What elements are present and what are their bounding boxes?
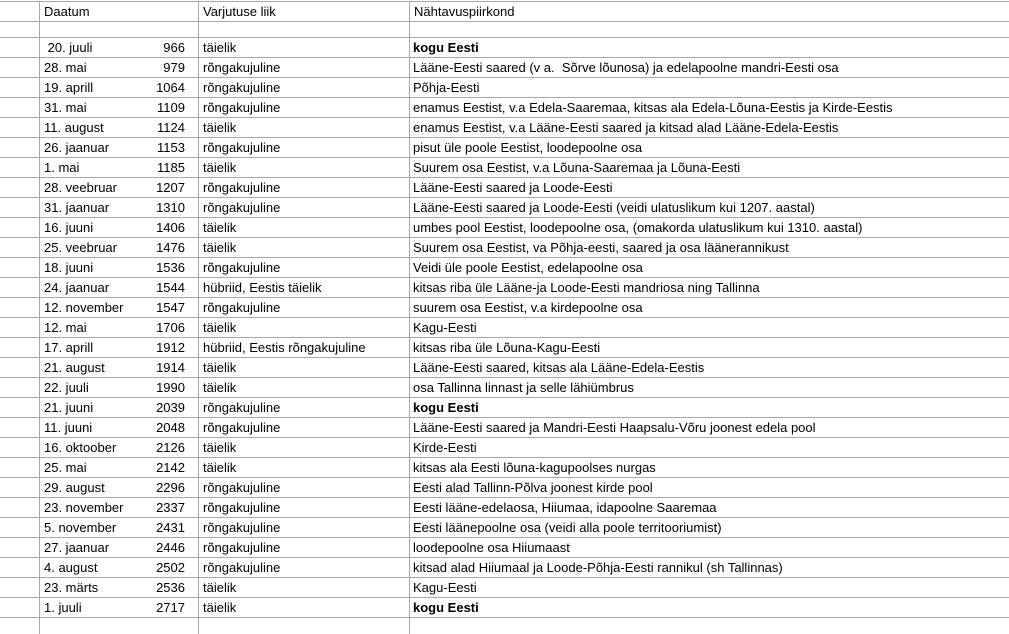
table-row [0, 218, 1009, 238]
date-value: 31. jaanuar [44, 200, 110, 215]
visibility-region-cell[interactable]: enamus Eestist, v.a Lääne-Eesti saared ja kitsad alad Lääne-Edela-Eestis [410, 118, 1009, 138]
row-header-cell[interactable] [0, 278, 40, 298]
year-value: 1310 [156, 200, 185, 215]
visibility-region-cell[interactable]: Lääne-Eesti saared (v a. Sõrve lõunosa) ja edelapoolne mandri-Eesti osa [410, 58, 1009, 78]
table-row [0, 298, 1009, 318]
row-header-cell[interactable] [0, 318, 40, 338]
table-row [0, 58, 1009, 78]
date-cell[interactable] [40, 158, 199, 178]
year-value: 1109 [157, 100, 185, 115]
date-cell[interactable] [40, 378, 199, 398]
table-row [0, 338, 1009, 358]
year-value: 1547 [156, 300, 185, 315]
year-value: 1544 [156, 280, 185, 295]
table-row [0, 398, 1009, 418]
empty-cell[interactable] [40, 22, 199, 38]
eclipse-type-cell[interactable]: rõngakujuline [199, 78, 410, 98]
visibility-region-cell[interactable]: Lääne-Eesti saared ja Loode-Eesti (veidi ulatuslikum kui 1207. aastal) [410, 198, 1009, 218]
year-value: 966 [163, 40, 185, 55]
row-header-cell[interactable] [0, 158, 40, 178]
table-row [0, 118, 1009, 138]
visibility-region-cell[interactable]: kitsas riba üle Lääne-ja Loode-Eesti mandriosa ning Tallinna [410, 278, 1009, 298]
table-row [0, 518, 1009, 538]
visibility-region-cell[interactable]: Kirde-Eesti [410, 438, 1009, 458]
date-value: 22. juuli [44, 380, 89, 395]
date-value: 27. jaanuar [44, 540, 110, 555]
eclipse-type-cell[interactable]: täielik [199, 438, 410, 458]
row-header-cell[interactable] [0, 138, 40, 158]
eclipse-type-cell[interactable]: rõngakujuline [199, 418, 410, 438]
row-header-cell[interactable] [0, 118, 40, 138]
date-value: 19. aprill [44, 80, 94, 95]
date-cell[interactable] [40, 258, 199, 278]
table-row [0, 598, 1009, 618]
eclipse-type-cell[interactable]: rõngakujuline [199, 558, 410, 578]
date-cell[interactable] [40, 358, 199, 378]
eclipse-type-cell[interactable]: rõngakujuline [199, 178, 410, 198]
visibility-region-cell[interactable]: Lääne-Eesti saared, kitsas ala Lääne-Edela-Eestis [410, 358, 1009, 378]
date-value: 16. juuni [44, 220, 94, 235]
year-value: 2502 [156, 560, 185, 575]
visibility-region-cell[interactable]: kogu Eesti [410, 598, 1009, 618]
row-header-cell[interactable] [0, 78, 40, 98]
date-value: 28. mai [44, 60, 87, 75]
date-value: 17. aprill [44, 340, 94, 355]
date-cell[interactable] [40, 458, 199, 478]
empty-row [0, 618, 1009, 634]
date-cell[interactable] [40, 538, 199, 558]
table-row [0, 458, 1009, 478]
date-value: 11. juuni [44, 420, 93, 435]
row-header-cell[interactable] [0, 498, 40, 518]
empty-row [0, 22, 1009, 38]
row-header-cell[interactable] [0, 578, 40, 598]
row-header-cell[interactable] [0, 458, 40, 478]
date-value: 26. jaanuar [44, 140, 110, 155]
date-cell[interactable] [40, 78, 199, 98]
row-header-cell[interactable] [0, 418, 40, 438]
visibility-region-cell[interactable]: loodepoolne osa Hiiumaast [410, 538, 1009, 558]
date-cell[interactable] [40, 298, 199, 318]
year-value: 1914 [156, 360, 185, 375]
visibility-region-cell[interactable]: umbes pool Eestist, loodepoolne osa, (omakorda ulatuslikum kui 1310. aastal) [410, 218, 1009, 238]
date-value: 21. august [44, 360, 105, 375]
empty-cell[interactable] [199, 22, 410, 38]
visibility-region-cell[interactable]: kitsad alad Hiiumaal ja Loode-Põhja-Eesti rannikul (sh Tallinnas) [410, 558, 1009, 578]
row-header-cell[interactable] [0, 58, 40, 78]
year-value: 1706 [156, 320, 185, 335]
table-row [0, 158, 1009, 178]
year-value: 979 [163, 60, 185, 75]
table-body [0, 38, 1009, 618]
row-header-cell[interactable] [0, 298, 40, 318]
date-cell[interactable] [40, 38, 199, 58]
year-value: 1124 [157, 120, 185, 135]
table-row [0, 38, 1009, 58]
visibility-region-cell[interactable]: Eesti läänepoolne osa (veidi alla poole territooriumist) [410, 518, 1009, 538]
empty-cell[interactable] [40, 618, 199, 634]
visibility-region-cell[interactable]: Suurem osa Eestist, va Põhja-eesti, saared ja osa läänerannikust [410, 238, 1009, 258]
visibility-region-cell[interactable]: kogu Eesti [410, 398, 1009, 418]
date-cell[interactable] [40, 518, 199, 538]
eclipse-type-cell[interactable]: rõngakujuline [199, 498, 410, 518]
table-row [0, 418, 1009, 438]
year-value: 1476 [156, 240, 185, 255]
row-header-cell[interactable] [0, 598, 40, 618]
table-row [0, 178, 1009, 198]
eclipse-type-cell[interactable]: rõngakujuline [199, 478, 410, 498]
table-row [0, 238, 1009, 258]
date-value: 29. august [44, 480, 105, 495]
table-row [0, 278, 1009, 298]
year-value: 2296 [156, 480, 185, 495]
row-header-cell[interactable] [0, 2, 40, 22]
eclipse-type-cell[interactable]: täielik [199, 598, 410, 618]
header-row [0, 2, 1009, 22]
date-value: 18. juuni [44, 260, 94, 275]
date-value: 25. mai [44, 460, 87, 475]
visibility-region-cell[interactable]: Kagu-Eesti [410, 318, 1009, 338]
visibility-region-cell[interactable]: kitsas ala Eesti lõuna-kagupoolses nurgas [410, 458, 1009, 478]
eclipse-type-cell[interactable]: täielik [199, 238, 410, 258]
date-cell[interactable] [40, 478, 199, 498]
date-cell[interactable] [40, 278, 199, 298]
eclipse-type-cell[interactable]: rõngakujuline [199, 138, 410, 158]
eclipse-type-cell[interactable]: täielik [199, 318, 410, 338]
eclipse-type-cell[interactable]: rõngakujuline [199, 58, 410, 78]
visibility-region-cell[interactable]: Lääne-Eesti saared ja Mandri-Eesti Haapsalu-Võru joonest edela pool [410, 418, 1009, 438]
eclipse-type-cell[interactable]: täielik [199, 158, 410, 178]
year-value: 1912 [156, 340, 185, 355]
empty-cell[interactable] [410, 618, 1009, 634]
column-header-daatum[interactable]: Daatum [40, 2, 199, 22]
table-row [0, 378, 1009, 398]
eclipse-type-cell[interactable]: täielik [199, 118, 410, 138]
table-row [0, 498, 1009, 518]
date-cell[interactable] [40, 338, 199, 358]
table-row [0, 538, 1009, 558]
table-row [0, 478, 1009, 498]
year-value: 1990 [156, 380, 185, 395]
eclipse-type-cell[interactable]: rõngakujuline [199, 298, 410, 318]
eclipse-type-cell[interactable]: täielik [199, 358, 410, 378]
date-value: 31. mai [44, 100, 87, 115]
visibility-region-cell[interactable]: Eesti lääne-edelaosa, Hiiumaa, idapoolne Saaremaa [410, 498, 1009, 518]
date-value: 1. mai [44, 160, 80, 175]
visibility-region-cell[interactable]: Põhja-Eesti [410, 78, 1009, 98]
date-value: 16. oktoober [44, 440, 117, 455]
row-header-cell[interactable] [0, 378, 40, 398]
date-value: 11. august [44, 120, 104, 135]
date-cell[interactable] [40, 438, 199, 458]
date-cell[interactable] [40, 218, 199, 238]
date-value: 5. november [44, 520, 117, 535]
year-value: 1536 [156, 260, 185, 275]
eclipse-type-cell[interactable]: hübriid, Eestis rõngakujuline [199, 338, 410, 358]
date-cell[interactable] [40, 398, 199, 418]
row-header-cell[interactable] [0, 198, 40, 218]
row-header-cell[interactable] [0, 338, 40, 358]
eclipse-type-cell[interactable]: rõngakujuline [199, 538, 410, 558]
row-header-cell[interactable] [0, 98, 40, 118]
table-row [0, 98, 1009, 118]
row-header-cell[interactable] [0, 258, 40, 278]
date-value: 1. juuli [44, 600, 82, 615]
eclipse-type-cell[interactable]: täielik [199, 578, 410, 598]
row-header-cell[interactable] [0, 558, 40, 578]
date-value: 12. november [44, 300, 124, 315]
eclipse-type-cell[interactable]: rõngakujuline [199, 398, 410, 418]
year-value: 2048 [156, 420, 185, 435]
date-cell[interactable] [40, 238, 199, 258]
table-row [0, 358, 1009, 378]
table-row [0, 138, 1009, 158]
row-header-cell[interactable] [0, 358, 40, 378]
eclipse-type-cell[interactable]: täielik [199, 38, 410, 58]
year-value: 2446 [156, 540, 185, 555]
date-cell[interactable] [40, 418, 199, 438]
year-value: 1064 [156, 80, 185, 95]
year-value: 2126 [156, 440, 185, 455]
row-header-cell[interactable] [0, 38, 40, 58]
spreadsheet-grid [0, 1, 1009, 634]
visibility-region-cell[interactable]: kitsas riba üle Lõuna-Kagu-Eesti [410, 338, 1009, 358]
row-header-cell[interactable] [0, 398, 40, 418]
empty-cell[interactable] [199, 618, 410, 634]
table-row [0, 258, 1009, 278]
date-value: 4. august [44, 560, 98, 575]
year-value: 2142 [156, 460, 185, 475]
row-header-cell[interactable] [0, 538, 40, 558]
row-header-cell[interactable] [0, 438, 40, 458]
row-header-cell[interactable] [0, 238, 40, 258]
year-value: 1153 [157, 140, 185, 155]
row-header-cell[interactable] [0, 478, 40, 498]
table-row [0, 318, 1009, 338]
empty-cell[interactable] [0, 618, 40, 634]
table-row [0, 198, 1009, 218]
date-value: 24. jaanuar [44, 280, 110, 295]
eclipse-type-cell[interactable]: hübriid, Eestis täielik [199, 278, 410, 298]
empty-cell[interactable] [0, 22, 40, 38]
date-value: 23. november [44, 500, 124, 515]
eclipse-type-cell[interactable]: rõngakujuline [199, 98, 410, 118]
column-header-varjutuse-liik[interactable]: Varjutuse liik [199, 2, 410, 22]
visibility-region-cell[interactable]: Veidi üle poole Eestist, edelapoolne osa [410, 258, 1009, 278]
year-value: 2431 [156, 520, 185, 535]
table-row [0, 578, 1009, 598]
row-header-cell[interactable] [0, 178, 40, 198]
date-value: 25. veebruar [44, 240, 117, 255]
date-value: 21. juuni [44, 400, 94, 415]
visibility-region-cell[interactable]: pisut üle poole Eestist, loodepoolne osa [410, 138, 1009, 158]
year-value: 2039 [156, 400, 185, 415]
date-cell[interactable] [40, 558, 199, 578]
date-cell[interactable] [40, 178, 199, 198]
date-cell[interactable] [40, 138, 199, 158]
visibility-region-cell[interactable]: enamus Eestist, v.a Edela-Saaremaa, kitsas ala Edela-Lõuna-Eestis ja Kirde-Eestis [410, 98, 1009, 118]
visibility-region-cell[interactable]: Kagu-Eesti [410, 578, 1009, 598]
visibility-region-cell[interactable]: Eesti alad Tallinn-Põlva joonest kirde pool [410, 478, 1009, 498]
column-header-nahtavuspiirkond[interactable]: Nähtavuspiirkond [410, 2, 1009, 22]
eclipse-type-cell[interactable]: rõngakujuline [199, 258, 410, 278]
year-value: 1185 [157, 160, 185, 175]
row-header-cell[interactable] [0, 518, 40, 538]
date-cell[interactable] [40, 58, 199, 78]
visibility-region-cell[interactable]: kogu Eesti [410, 38, 1009, 58]
date-cell[interactable] [40, 498, 199, 518]
year-value: 2536 [156, 580, 185, 595]
date-value: 23. märts [44, 580, 99, 595]
eclipse-type-cell[interactable]: täielik [199, 458, 410, 478]
year-value: 2717 [156, 600, 185, 615]
eclipse-type-cell[interactable]: täielik [199, 218, 410, 238]
date-cell[interactable] [40, 98, 199, 118]
date-value: 12. mai [44, 320, 87, 335]
date-cell[interactable] [40, 198, 199, 218]
table-row [0, 78, 1009, 98]
visibility-region-cell[interactable]: Suurem osa Eestist, v.a Lõuna-Saaremaa ja Lõuna-Eesti [410, 158, 1009, 178]
eclipse-type-cell[interactable]: täielik [199, 378, 410, 398]
date-cell[interactable] [40, 578, 199, 598]
visibility-region-cell[interactable]: suurem osa Eestist, v.a kirdepoolne osa [410, 298, 1009, 318]
table-row [0, 438, 1009, 458]
date-value: 20. juuli [44, 40, 93, 55]
date-value: 28. veebruar [44, 180, 117, 195]
date-cell[interactable] [40, 318, 199, 338]
year-value: 2337 [156, 500, 185, 515]
visibility-region-cell[interactable]: Lääne-Eesti saared ja Loode-Eesti [410, 178, 1009, 198]
row-header-cell[interactable] [0, 218, 40, 238]
date-cell[interactable] [40, 118, 199, 138]
empty-cell[interactable] [410, 22, 1009, 38]
table-row [0, 558, 1009, 578]
visibility-region-cell[interactable]: osa Tallinna linnast ja selle lähiümbrus [410, 378, 1009, 398]
year-value: 1207 [156, 180, 185, 195]
year-value: 1406 [156, 220, 185, 235]
eclipse-type-cell[interactable]: rõngakujuline [199, 198, 410, 218]
date-cell[interactable] [40, 598, 199, 618]
eclipse-type-cell[interactable]: rõngakujuline [199, 518, 410, 538]
